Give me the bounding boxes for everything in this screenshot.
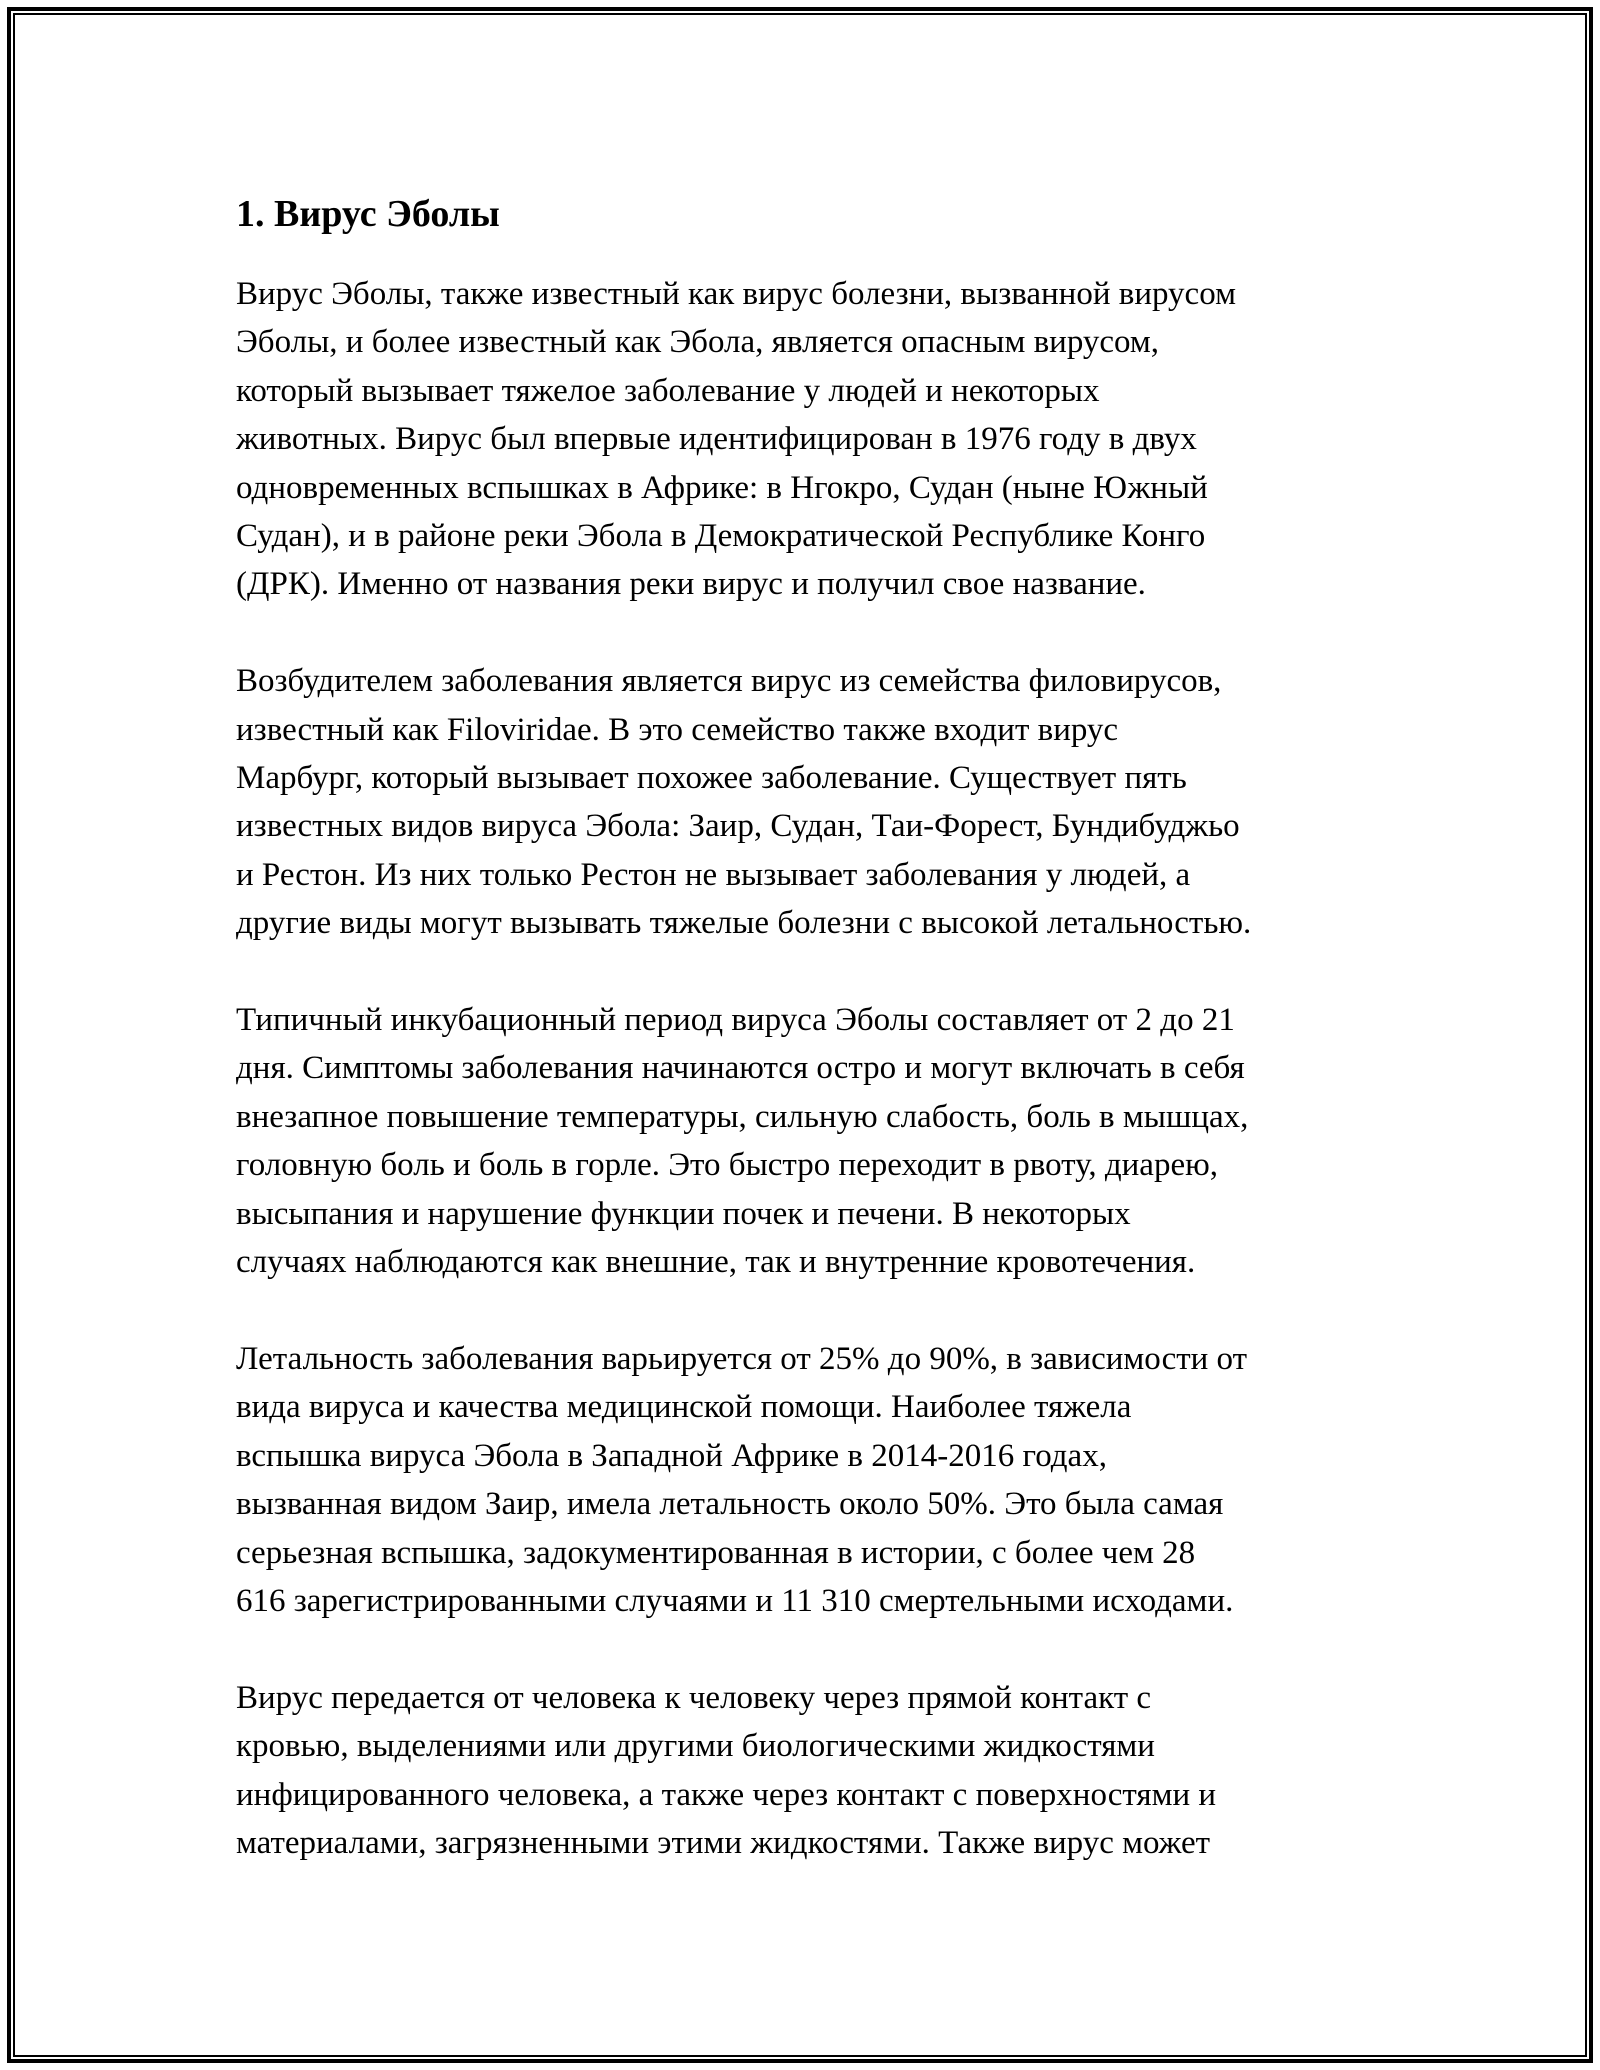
- text-line: Летальность заболевания варьируется от 25% до 90%, в зависимости от: [236, 1340, 1248, 1377]
- text-line: другие виды могут вызывать тяжелые болезни с высокой летальностью.: [236, 905, 1252, 942]
- document-body: [236, 186, 1376, 1916]
- text-line: Эболы, и более известный как Эбола, является опасным вирусом,: [236, 324, 1160, 361]
- paragraph-list: [236, 270, 1376, 1867]
- text-line: Вирус передается от человека к человеку через прямой контакт с: [236, 1679, 1152, 1716]
- text-line: инфицированного человека, а также через контакт с поверхностями и: [236, 1776, 1217, 1813]
- text-line: животных. Вирус был впервые идентифицирован в 1976 году в двух: [236, 421, 1197, 458]
- text-line: дня. Симптомы заболевания начинаются остро и могут включать в себя: [236, 1050, 1245, 1087]
- text-line: и Рестон. Из них только Рестон не вызывает заболевания у людей, а: [236, 856, 1191, 893]
- paragraph: [236, 1674, 1376, 1868]
- text-line: Судан), и в районе реки Эбола в Демократической Республике Конго: [236, 518, 1206, 555]
- text-line: Марбург, который вызывает похожее заболевание. Существует пять: [236, 760, 1187, 797]
- text-line: случаях наблюдаются как внешние, так и внутренние кровотечения.: [236, 1244, 1196, 1281]
- text-line: головную боль и боль в горле. Это быстро переходит в рвоту, диарею,: [236, 1147, 1218, 1184]
- text-line: известных видов вируса Эбола: Заир, Судан, Таи-Форест, Бундибуджьо: [236, 808, 1240, 845]
- text-line: вспышка вируса Эбола в Западной Африке в 2014-2016 годах,: [236, 1437, 1107, 1474]
- text-line: серьезная вспышка, задокументированная в истории, с более чем 28: [236, 1534, 1196, 1571]
- text-line: (ДРК). Именно от названия реки вирус и получил свое название.: [236, 566, 1146, 603]
- text-line: вида вируса и качества медицинской помощи. Наиболее тяжела: [236, 1389, 1132, 1426]
- text-line: кровью, выделениями или другими биологическими жидкостями: [236, 1728, 1155, 1765]
- paragraph: [236, 996, 1376, 1286]
- text-line: Вирус Эболы, также известный как вирус болезни, вызванной вирусом: [236, 276, 1236, 312]
- text-line: который вызывает тяжелое заболевание у людей и некоторых: [236, 372, 1100, 409]
- paragraph: [236, 270, 1376, 609]
- paragraph: [236, 657, 1376, 947]
- text-line: вызванная видом Заир, имела летальность около 50%. Это была самая: [236, 1486, 1224, 1523]
- section-heading: 1. Вирус Эболы: [236, 193, 500, 235]
- text-line: материалами, загрязненными этими жидкостями. Также вирус может: [236, 1824, 1211, 1861]
- text-line: Возбудителем заболевания является вирус из семейства филовирусов,: [236, 663, 1222, 700]
- paragraph: [236, 1335, 1376, 1625]
- text-line: одновременных вспышках в Африке: в Нгокро, Судан (ныне Южный: [236, 469, 1208, 506]
- text-line: Типичный инкубационный период вируса Эболы составляет от 2 до 21: [236, 1002, 1235, 1039]
- text-line: известный как Filoviridae. В это семейство также входит вирус: [236, 711, 1119, 748]
- text-line: высыпания и нарушение функции почек и печени. В некоторых: [236, 1195, 1131, 1232]
- text-line: внезапное повышение температуры, сильную слабость, боль в мышцах,: [236, 1098, 1249, 1135]
- text-line: 616 зарегистрированными случаями и 11 310 смертельными исходами.: [236, 1582, 1234, 1619]
